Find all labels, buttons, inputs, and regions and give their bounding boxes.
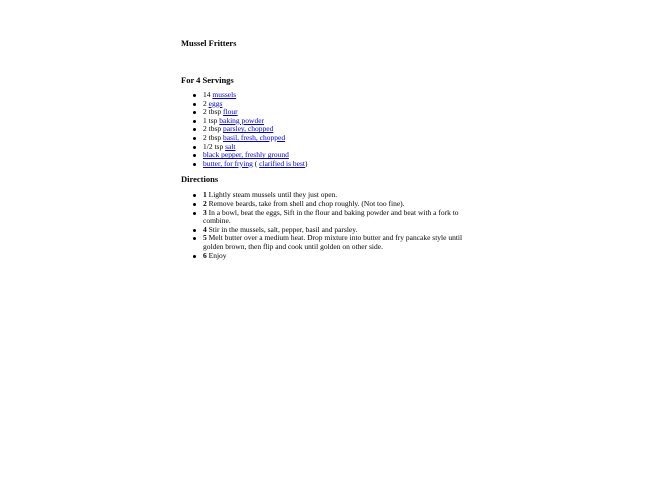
ingredient-link-mussels[interactable]: mussels	[212, 90, 237, 99]
ingredient-qty: 2 tbsp	[203, 107, 224, 117]
step-text: Stir in the mussels, salt, pepper, basil and parsley.	[206, 224, 358, 234]
step-text: In a bowl, beat the eggs, Sift in the flour and baking powder and beat with a fork to combine.	[203, 207, 459, 226]
ingredient-qty: 14	[203, 90, 213, 99]
recipe-title: Mussel Fritters	[181, 38, 237, 48]
step-number: 1	[203, 190, 207, 200]
directions-heading: Directions	[181, 174, 219, 185]
ingredient-link-clarified[interactable]: clarified is best	[259, 158, 305, 168]
ingredient-link-flour[interactable]: flour	[223, 107, 238, 117]
ingredient-note-open: (	[252, 158, 260, 168]
ingredient-note-close: )	[304, 158, 308, 168]
list-item	[203, 91, 481, 100]
list-item	[203, 252, 463, 261]
list-item	[203, 234, 463, 251]
ingredient-link-salt[interactable]: salt	[225, 141, 236, 151]
step-text: Lightly steam mussels until they just open.	[206, 190, 338, 200]
step-text: Melt butter over a medium heat. Drop mixture into butter and fry pancake style until golden brown, then flip and cook until golden on other side.	[203, 233, 463, 251]
ingredient-link-basil[interactable]: basil, fresh, chopped	[223, 132, 286, 142]
ingredient-qty: 2	[203, 98, 209, 108]
ingredient-link-parsley[interactable]: parsley, chopped	[223, 124, 274, 134]
ingredient-qty: 1 tsp	[203, 115, 220, 125]
recipe-page	[181, 38, 481, 260]
step-number: 2	[203, 198, 207, 208]
step-number: 6	[203, 250, 207, 260]
ingredient-link-eggs[interactable]: eggs	[208, 98, 223, 108]
step-text: Remove beards, take from shell and chop roughly. (Not too fine).	[206, 198, 405, 208]
list-item	[203, 209, 463, 226]
ingredient-qty: 1/2 tsp	[203, 141, 226, 151]
step-text: Enjoy	[206, 250, 227, 260]
list-item	[203, 134, 481, 143]
directions-list	[181, 191, 481, 260]
ingredient-link-black-pepper[interactable]: black pepper, freshly ground	[203, 150, 289, 160]
list-item	[203, 100, 481, 109]
ingredient-link-butter[interactable]: butter, for frying	[203, 158, 253, 168]
ingredient-qty: 2 tbsp	[203, 132, 224, 142]
ingredient-qty: 2 tbsp	[203, 124, 224, 134]
step-number: 5	[203, 233, 207, 243]
ingredients-list	[181, 91, 481, 168]
servings-heading: For 4 Servings	[181, 75, 234, 85]
step-number: 3	[203, 207, 207, 217]
step-number: 4	[203, 224, 207, 234]
list-item	[203, 160, 481, 169]
ingredient-link-baking-powder[interactable]: baking powder	[219, 115, 265, 125]
